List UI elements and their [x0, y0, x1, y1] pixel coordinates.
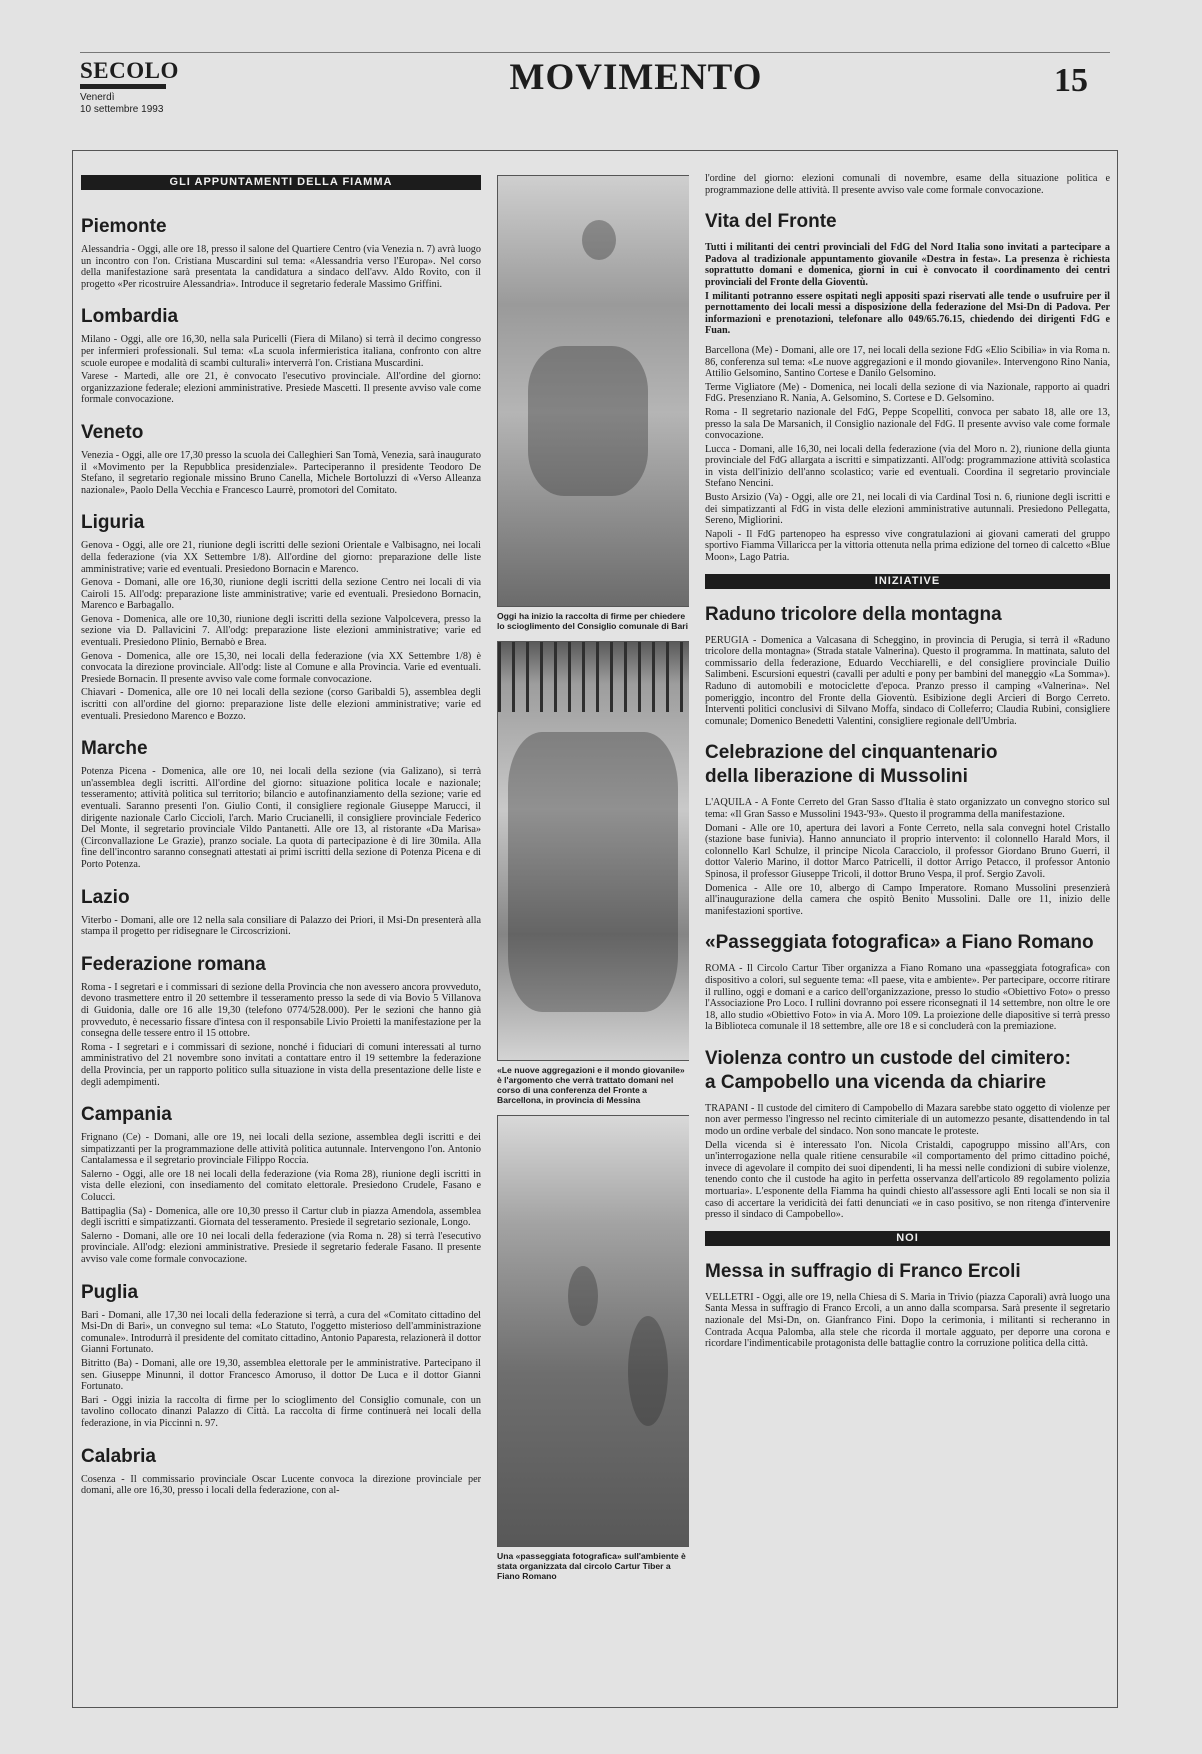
cinquantenario-title-line1: Celebrazione del cinquantenario [705, 742, 998, 764]
fiano-text: ROMA - Il Circolo Cartur Tiber organizza a Fiano Romano una «passeggiata fotografica» con dispositivo a colori, sul seguente tema: «Il paese, vita e ambiente». Per partecipare, occorre ritirare il rullino, oggi e domani e a carico dell'organizzazione, presso lo studio «Obiettivo Foto» o presso l'Associazione Pro Loco. I rullini dovranno poi essere riconsegnati il 14 settembre, non oltre le ore 18, allo studio «Obiettivo Foto» in via A. Moro 109. La proiezione delle diapositive si terrà presso la Biblioteca comunale il 18 settembre, alle ore 18 e si concluderà con la premiazione. [705, 963, 1110, 1033]
appointment-item: Bitritto (Ba) - Domani, alle ore 19,30, assemblea elettorale per le amministrative. Partecipano il sen. Giuseppe Minunni, il dottor Francesco Amoruso, il dottor De Luca e il dottor Gianni Fortunato. [81, 1358, 481, 1393]
appointment-item: Salerno - Oggi, alle ore 18 nei locali della federazione (via Roma 28), riunione degli iscritti in vista delle elezioni, con insediamento del comitato elettorale. Presiedono Crudele, Fasano e Colucci. [81, 1168, 481, 1204]
vita-fronte-items [705, 345, 1110, 564]
vita-fronte-item: Roma - Il segretario nazionale del FdG, Peppe Scopelliti, convoca per sabato 18, alle ore 13, presso la sala De Marsanich, il Consiglio nazionale del FdG. Il presente avviso vale come formale convocazione. [705, 406, 1110, 442]
newspaper-logo: SECOLO [80, 58, 179, 83]
photo-youth-group [497, 641, 689, 1061]
photo-caption: Una «passeggiata fotografica» sull'ambiente è stata organizzata dal circolo Cartur Tiber a Fiano Romano [497, 1551, 686, 1581]
violenza-title-line1: Violenza contro un custode del cimitero: [705, 1047, 1071, 1069]
photo-gate [498, 642, 689, 712]
right-column [705, 173, 1110, 1352]
cinquantenario-title-line2: della liberazione di Mussolini [705, 766, 968, 788]
region-heading: Lazio [81, 886, 130, 908]
appointment-item: Genova - Domani, alle ore 16,30, riunione degli iscritti della sezione Centro nei locali di via Cairoli 15. All'odg: preparazione liste amministrative; varie ed eventuali. Presiedono Bornacin, Marenco e Barbagallo. [81, 577, 481, 612]
cinquantenario-text: Domenica - Alle ore 10, albergo di Campo Imperatore. Romano Mussolini presenzierà all'inaugurazione della camera che ospitò Benito Mussolini. Dalle ore 11, inizio delle manifestazioni sportive. [705, 882, 1110, 917]
appointment-item: Viterbo - Domani, alle ore 12 nella sala consiliare di Palazzo dei Priori, il Msi-Dn presenterà alla stampa il progetto per ridisegnare le Circoscrizioni. [81, 914, 481, 938]
photo-figure [628, 1316, 668, 1426]
messa-text: VELLETRI - Oggi, alle ore 19, nella Chiesa di S. Maria in Trivio (piazza Caporali) avrà luogo una Santa Messa in suffragio di Franco Ercoli, a un anno dalla scomparsa. Sarà presente il segretario nazionale del Msi-Dn, on. Gianfranco Fini. Dopo la cerimonia, i militanti si recheranno in Contrada Acqua Palomba, alla stele che ricorda il mortale agguato, per deporre una corona e ricordare l'indimenticabile protagonista delle battaglie contro la corruzione politica della città. [705, 1291, 1110, 1350]
appointment-item: Potenza Picena - Domenica, alle ore 10, nei locali della sezione (via Galizano), si terrà un'assemblea degli iscritti. All'ordine del giorno: situazione politica locale e nazionale; tesseramento; attività politica sul territorio; bilancio e autofinanziamento della sezione; varie ed eventuali. Saranno presenti l'on. Giulio Conti, il consigliere regionale Giuseppe Marucci, il dirigente nazionale Carlo Ciccioli, l'arch. Mario Crucianelli, il consigliere provinciale Federico Del Monte, il segretario provinciale Vildo Pantanetti. Alle ore 13, al ristorante «Da Marisa» (Circonvallazione Le Grazie), pranzo sociale. La quota di partecipazione è di lire 30mila. Alla fine dell'incontro saranno consegnati attestati ai primi iscritti della sezione di Potenza Picena e di Porto Potenza. [81, 766, 481, 870]
appointment-item: Milano - Oggi, alle ore 16,30, nella sala Puricelli (Fiera di Milano) si terrà il decimo congresso per infermieri professionali. Sul tema: «La scuola infermieristica italiana, confronto con altre scuole europee e modalità di scambi culturali» interverrà l'on. Cristiana Muscardini. [81, 334, 481, 369]
photo-signature-collection [497, 175, 689, 607]
violenza-title [705, 1047, 1110, 1095]
photo-figure [582, 220, 616, 260]
appointments-banner: GLI APPUNTAMENTI DELLA FIAMMA [81, 175, 481, 190]
vita-fronte-lead: Tutti i militanti dei centri provinciali del FdG del Nord Italia sono invitati a partecipare a Padova al tradizionale appuntamento giovanile «Destra in festa». La presenza è richiesta soprattutto domani e domenica, giorni in cui è convocato il coordinamento dei centri provinciali del Fronte della Gioventù. [705, 242, 1110, 288]
dateline [80, 92, 163, 116]
photo-crowd [508, 732, 678, 1012]
region-heading: Marche [81, 738, 148, 760]
raduno-text: PERUGIA - Domenica a Valcasana di Scheggino, in provincia di Perugia, si terrà il «Raduno tricolore della montagna» (Strada statale Valnerina). Questo il programma. In mattinata, saluto del commissario della federazione, Eduardo Vecchiarelli, e del consigliere provinciale Duilio Salimbeni. Escursioni equestri (cavalli per adulti e pony per bambini del maneggio «La Somma»). Raduno di automobili e motociclette d'epoca. Pranzo presso il camping «Valnerina». Nel pomeriggio, incontro del Fronte della Gioventù. Esibizione degli Arcieri di Borgo Cerreto. Interventi politici conclusivi di Silvano Moffa, sindaco di Colleferro; Claudia Rubini, consigliere comunale; Domenico Benedetti Valentini, consigliere regionale dell'Umbria. [705, 634, 1110, 727]
region-heading: Piemonte [81, 216, 167, 237]
top-rule [80, 52, 1110, 53]
vita-fronte-item: Busto Arsizio (Va) - Oggi, alle ore 21, nei locali di via Cardinal Tosi n. 6, riunione degli iscritti e dei simpatizzanti al FdG in vista delle elezioni amministrative autunnali. Presiedono Pellegatta, Sereno, Migliorini. [705, 492, 1110, 527]
cinquantenario-text: Domani - Alle ore 10, apertura dei lavori a Fonte Cerreto, nella sala convegni hotel Cristallo (stazione base funivia). Hanno annunciato il proprio intervento: il colonnello Harald Mors, il colonnello Karl Schulze, il principe Nicola Caracciolo, il professor Giordano Bruno Guerri, il dottor Valerio Marino, il dottor Marco Patricelli, il dottor Arrigo Petacco, il professor Antonio Spinosa, il professor Giuseppe Tricoli, il dottor Bruno Vespa, il prof. Sergio Zavoli. [705, 822, 1110, 880]
region-heading: Lombardia [81, 306, 179, 328]
vita-fronte-title: Vita del Fronte [705, 211, 837, 233]
photo-column [497, 175, 689, 1591]
vita-fronte-item: Barcellona (Me) - Domani, alle ore 17, nei locali della sezione FdG «Elio Scibilia» in via Roma n. 86, conferenza sul tema: «Le nuove aggregazioni e il mondo giovanile». Intervengono Rino Nania, Attilio Gelsomino, Santino Cortese e Danilo Gelsomino. [705, 344, 1110, 380]
violenza-title-line2: a Campobello una vicenda da chiarire [705, 1071, 1047, 1093]
cinquantenario-title [705, 741, 1110, 789]
appointment-item: Frignano (Ce) - Domani, alle ore 19, nei locali della sezione, assemblea degli iscritti e dei simpatizzanti per la programmazione delle attività politica autunnale. Intervengono l'on. Antonio Cantalamessa e il segretario provinciale Filippo Roccia. [81, 1132, 481, 1167]
photo-figure [568, 1266, 598, 1326]
appointment-item: Roma - I segretari e i commissari di sezione della Provincia che non avessero ancora provveduto, devono trasmettere entro il 20 settembre il tesseramento presso la sede di via Bovio 5 Villanova di Guidonia, dalle ore 16 alle 19,30 (telefono 0774/528.000). Per le sezioni che hanno già provveduto, è necessario fissare d'intesa con il responsabile Livio Proietti la manifestazione per la consegna delle tessere entro il 15 ottobre. [81, 981, 481, 1040]
vita-fronte-lead-2: I militanti potranno essere ospitati negli appositi spazi riservati alle tende o usufruire per il pernottamento dei locali messi a disposizione della federazione del Msi-Dn di Padova. Per informazioni e prenotazioni, telefonare allo 049/65.76.15, chiedendo dei dirigenti FdG e Fuan. [705, 290, 1110, 337]
vita-fronte-item: Lucca - Domani, alle 16,30, nei locali della federazione (via del Moro n. 2), riunione della giunta provinciale del FdG allargata a iscritti e simpatizzanti. All'odg: programmazione attività scolastica in vista dell'inizio dell'anno scolastico; varie ed eventuali. Coordina il segretario provinciale Stefano Nencini. [705, 443, 1110, 490]
photo-countryside-walk [497, 1115, 689, 1547]
appointment-item: Chiavari - Domenica, alle ore 10 nei locali della sezione (corso Garibaldi 5), assemblea degli iscritti con all'ordine del giorno: preparazione liste delle elezioni amministrative; varie ed eventuali. Presiedono Marenco e Bozzo. [81, 687, 481, 722]
photo-caption: «Le nuove aggregazioni e il mondo giovanile» è l'argomento che verrà trattato domani nel corso di una conferenza del Fronte a Barcellona, in provincia di Messina [497, 1065, 685, 1105]
appointment-item: Roma - I segretari e i commissari di sezione, nonché i fiduciari di comuni interessati al turno amministrativo del 21 novembre sono invitati a contattare entro il 19 settembre la federazione della Provincia, per un rapporto politico sulla situazione in vista della presentazione delle liste e degli adempimenti. [81, 1041, 481, 1088]
messa-title: Messa in suffragio di Franco Ercoli [705, 1260, 1021, 1282]
region-heading: Liguria [81, 512, 145, 534]
appointment-item: Salerno - Domani, alle ore 10 nei locali della federazione (via Roma n. 28) si terrà l'esecutivo provinciale. All'odg: elezioni amministrative. Presiede il segretario federale Fasano. Il presente avviso vale come formale convocazione. [81, 1230, 481, 1266]
region-heading: Veneto [81, 421, 144, 443]
page-number: 15 [1054, 62, 1088, 99]
masthead [80, 48, 1110, 118]
appointment-item: Genova - Domenica, alle ore 10,30, riunione degli iscritti della sezione Valpolcevera, presso la sezione via D. Pallavicini 7. All'odg: preparazione liste elezioni amministrative; varie ed eventuali. Presiedono Plinio, Bernabò e Brea. [81, 613, 481, 649]
region-heading: Federazione romana [81, 953, 266, 975]
appointment-item: Genova - Domenica, alle ore 15,30, nei locali della federazione (via XX Settembre 1/8) è convocata la direzione provinciale. All'odg: liste al Comune e alla Provincia. Varie ed eventuali. Presiede Bornacin. Il presente avviso vale come formale convocazione. [81, 650, 481, 685]
logo-underline [80, 84, 166, 89]
continued-text: l'ordine del giorno: elezioni comunali di novembre, esame della situazione politica e programmazione delle attività. Il presente avviso vale come formale convocazione. [705, 173, 1110, 196]
fiano-title: «Passeggiata fotografica» a Fiano Romano [705, 932, 1094, 954]
section-title: MOVIMENTO [509, 57, 763, 98]
region-heading: Campania [81, 1104, 172, 1126]
raduno-title: Raduno tricolore della montagna [705, 603, 1002, 625]
photo-caption: Oggi ha inizio la raccolta di firme per chiedere lo scioglimento del Consiglio comunale di Bari [497, 611, 688, 631]
date-day: Venerdì [80, 92, 115, 103]
content-frame [72, 150, 1118, 1708]
appointments-column [81, 175, 481, 1499]
violenza-text: TRAPANI - Il custode del cimitero di Campobello di Mazara sarebbe stato oggetto di violenze per non aver permesso l'ingresso nel recinto cimiteriale di un automezzo pesante, disattendendo in tal modo un ordine verbale del sindaco. Non sono mancate le proteste. [705, 1102, 1110, 1138]
appointment-item: Varese - Martedì, alle ore 21, è convocato l'esecutivo provinciale. All'ordine del giorno: organizzazione federale; elezioni amministrative. Presiede Mascetti. Il presente avviso vale come formale convocazione. [81, 371, 481, 406]
vita-fronte-item: Terme Vigliatore (Me) - Domenica, nei locali della sezione di via Nazionale, rapporto ai quadri FdG. Presenziano R. Nania, A. Gelsomino, S. Cortese e D. Gelsomino. [705, 381, 1110, 405]
date: 10 settembre 1993 [80, 104, 164, 115]
appointment-item: Battipaglia (Sa) - Domenica, alle ore 10,30 presso il Cartur club in piazza Amendola, assemblea degli iscritti e simpatizzanti. Giornata del tesseramento. Presiede il segretario sezionale, Longo. [81, 1205, 481, 1229]
cinquantenario-text: L'AQUILA - A Fonte Cerreto del Gran Sasso d'Italia è stato organizzato un convegno storico sul tema: «Il Gran Sasso e Mussolini 1943-'93». Questo il programma della manifestazione. [705, 797, 1110, 820]
noi-banner: NOI [705, 1231, 1110, 1246]
regions-list [81, 216, 481, 1497]
iniziative-banner: INIZIATIVE [705, 574, 1110, 589]
appointment-item: Venezia - Oggi, alle ore 17,30 presso la scuola dei Calleghieri San Tomà, Venezia, sarà inaugurato il «Movimento per la Repubblica presidenziale». Parteciperanno il presidente Teodoro De Stefano, il segretario regionale missino Bruno Canella, Michele Bortoluzzi di «Verso Alleanza nazionale», Paolo Della Vecchia e Francesco Laurrè, promotori del Comitato. [81, 449, 481, 496]
appointment-item: Alessandria - Oggi, alle ore 18, presso il salone del Quartiere Centro (via Venezia n. 7) avrà luogo un incontro con l'on. Cristiana Muscardini sul tema: «Alessandria verso l'Europa». Nel corso della manifestazione sarà presentata la candidatura a sindaco dell'avv. Aldo Rovito, con il progetto «Per ricostruire Alessandria». Introduce il segretario federale Massimo Griffini. [81, 244, 481, 290]
region-heading: Puglia [81, 1281, 139, 1303]
region-heading: Calabria [81, 1445, 156, 1467]
appointment-item: Cosenza - Il commissario provinciale Oscar Lucente convoca la direzione provinciale per domani, alle ore 16,30, presso i locali della federazione, con al- [81, 1473, 481, 1497]
vita-fronte-item: Napoli - Il FdG partenopeo ha espresso vive congratulazioni ai giovani camerati del gruppo sportivo Fiamma Villaricca per la vittoria ottenuta nella prima edizione del torneo di calcetto «Blue Moon», Lago Patria. [705, 528, 1110, 564]
violenza-text: Della vicenda si è interessato l'on. Nicola Cristaldi, capogruppo missino all'Ars, con un'interrogazione nella quale ritiene censurabile «il comportamento del primo cittadino poiché, invece di agevolare il compito dei suoi dipendenti, li ha messi nelle condizioni di subire violenze, tenendo conto che il custode ha agito in perfetta osservanza dell'articolo 89 regolamento polizia mortuaria». L'esponente della Fiamma ha quindi chiesto all'assessore agli Enti locali se non sia il caso di accertare la veridicità dei fatti denunciati «e in caso positivo, se non ritenga d'intervenire presso il sindaco di Campobello». [705, 1139, 1110, 1221]
appointment-item: Bari - Domani, alle 17,30 nei locali della federazione si terrà, a cura del «Comitato cittadino del Msi-Dn di Bari», un convegno sul tema: «Lo Statuto, l'oggetto misterioso dell'amministrazione comunale». Introdurrà il presidente del comitato cittadino, Antonio Paparesta, relazionerà il dottor Gianni Fortunato. [81, 1309, 481, 1356]
appointment-item: Bari - Oggi inizia la raccolta di firme per lo scioglimento del Consiglio comunale, con un tavolino collocato dinanzi Palazzo di Città. La raccolta di firme continuerà nei locali della federazione, in via Piccinni n. 97. [81, 1394, 481, 1429]
photo-crowd [528, 346, 648, 496]
appointment-item: Genova - Oggi, alle ore 21, riunione degli iscritti delle sezioni Orientale e Valbisagno, nei locali della federazione (via XX Settembre 1/8). All'ordine del giorno: preparazione delle liste amministrative; varie ed eventuali. Presiedono Bornacin e Marenco. [81, 540, 481, 575]
